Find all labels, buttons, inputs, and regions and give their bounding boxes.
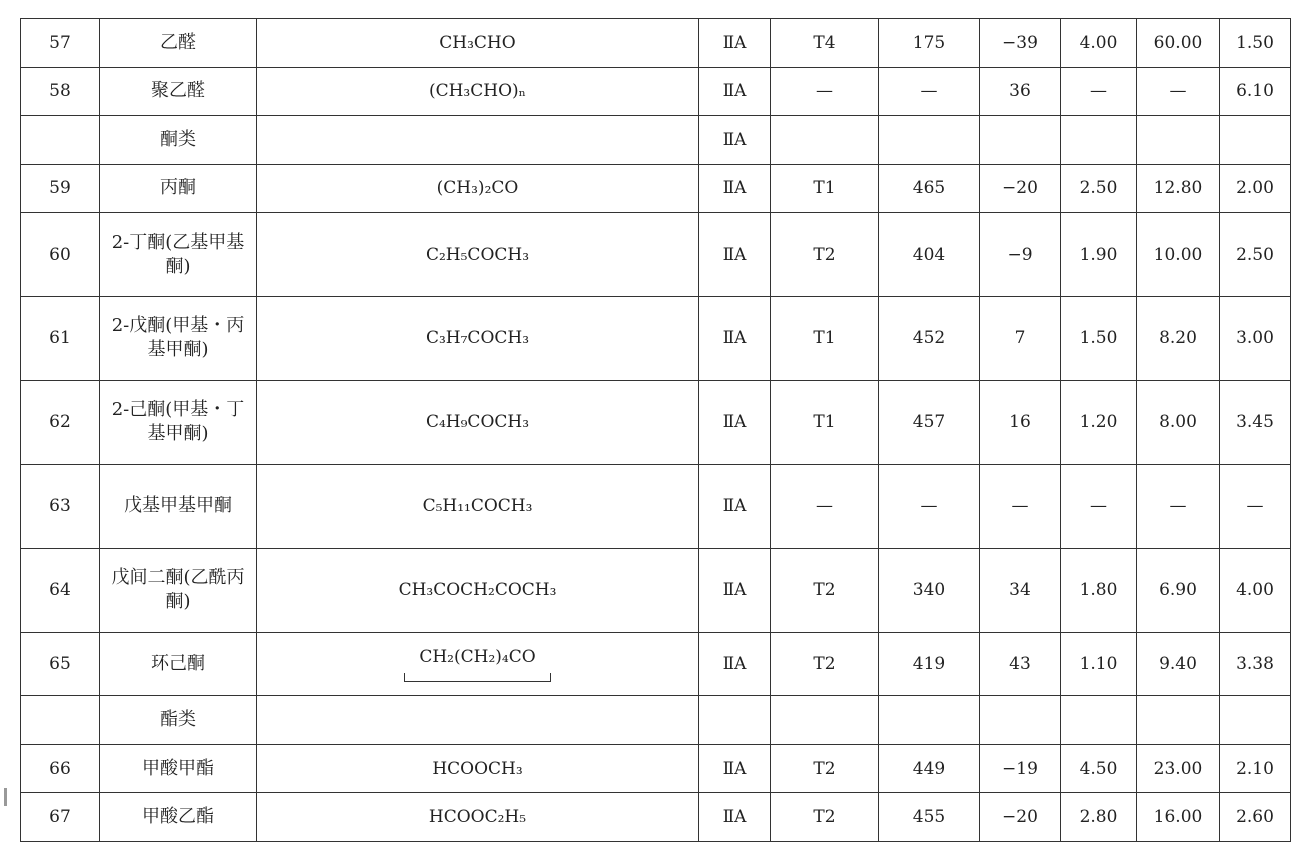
class-cell: ⅡA — [699, 164, 771, 213]
ignition-temp-cell — [879, 116, 980, 165]
upper-limit-cell: — — [1137, 464, 1220, 548]
table-row — [21, 380, 1291, 464]
flash-point-cell: −39 — [980, 19, 1061, 68]
substance-name-cell: 2-己酮(甲基・丁基甲酮) — [100, 380, 257, 464]
vapor-density-cell: — — [1220, 464, 1291, 548]
table-row — [21, 116, 1291, 165]
ignition-temp-cell: 449 — [879, 744, 980, 793]
lower-limit-cell — [1061, 696, 1137, 745]
formula-cell: (CH₃CHO)ₙ — [257, 67, 699, 116]
flash-point-cell: −20 — [980, 793, 1061, 842]
upper-limit-cell: 8.20 — [1137, 296, 1220, 380]
vapor-density-cell: 4.00 — [1220, 548, 1291, 632]
row-number-cell: 61 — [21, 296, 100, 380]
temperature-group-cell: T2 — [771, 632, 879, 696]
vapor-density-cell: 3.00 — [1220, 296, 1291, 380]
formula-cell: CH₃CHO — [257, 19, 699, 68]
table-row — [21, 296, 1291, 380]
lower-limit-cell: 2.50 — [1061, 164, 1137, 213]
vapor-density-cell — [1220, 696, 1291, 745]
lower-limit-cell: 1.20 — [1061, 380, 1137, 464]
formula-cell: (CH₃)₂CO — [257, 164, 699, 213]
table-row — [21, 632, 1291, 696]
temperature-group-cell: T1 — [771, 164, 879, 213]
flash-point-cell: −19 — [980, 744, 1061, 793]
upper-limit-cell: 8.00 — [1137, 380, 1220, 464]
lower-limit-cell: 1.10 — [1061, 632, 1137, 696]
table-row — [21, 67, 1291, 116]
ignition-temp-cell: 455 — [879, 793, 980, 842]
ignition-temp-cell: 457 — [879, 380, 980, 464]
formula-cell: C₂H₅COCH₃ — [257, 213, 699, 297]
ignition-temp-cell: 175 — [879, 19, 980, 68]
substance-name-cell: 2-丁酮(乙基甲基酮) — [100, 213, 257, 297]
formula-cell: CH₃COCH₂COCH₃ — [257, 548, 699, 632]
upper-limit-cell: 16.00 — [1137, 793, 1220, 842]
temperature-group-cell: T2 — [771, 744, 879, 793]
class-cell: ⅡA — [699, 380, 771, 464]
substance-name-cell: 环己酮 — [100, 632, 257, 696]
ring-bracket — [404, 673, 551, 682]
ignition-temp-cell: 465 — [879, 164, 980, 213]
lower-limit-cell: 4.00 — [1061, 19, 1137, 68]
flash-point-cell — [980, 116, 1061, 165]
temperature-group-cell — [771, 116, 879, 165]
vapor-density-cell: 2.50 — [1220, 213, 1291, 297]
substance-name-cell: 酮类 — [100, 116, 257, 165]
flash-point-cell: −20 — [980, 164, 1061, 213]
temperature-group-cell: T2 — [771, 213, 879, 297]
substance-name-cell: 乙醛 — [100, 19, 257, 68]
row-number-cell: 64 — [21, 548, 100, 632]
row-number-cell: 59 — [21, 164, 100, 213]
margin-mark — [4, 788, 7, 806]
vapor-density-cell — [1220, 116, 1291, 165]
formula-text: CH₂(CH₂)₄CO — [419, 647, 536, 668]
formula-cell — [257, 632, 699, 696]
class-cell: ⅡA — [699, 744, 771, 793]
ignition-temp-cell — [879, 696, 980, 745]
lower-limit-cell: 2.80 — [1061, 793, 1137, 842]
row-number-cell — [21, 116, 100, 165]
vapor-density-cell: 1.50 — [1220, 19, 1291, 68]
row-number-cell: 66 — [21, 744, 100, 793]
formula-cell: C₅H₁₁COCH₃ — [257, 464, 699, 548]
table-row — [21, 19, 1291, 68]
row-number-cell: 58 — [21, 67, 100, 116]
table-row — [21, 548, 1291, 632]
temperature-group-cell: — — [771, 464, 879, 548]
flash-point-cell: 34 — [980, 548, 1061, 632]
upper-limit-cell: 23.00 — [1137, 744, 1220, 793]
ignition-temp-cell: 452 — [879, 296, 980, 380]
temperature-group-cell: T1 — [771, 380, 879, 464]
flash-point-cell: 43 — [980, 632, 1061, 696]
lower-limit-cell: 4.50 — [1061, 744, 1137, 793]
vapor-density-cell: 2.60 — [1220, 793, 1291, 842]
substance-name-cell: 2-戊酮(甲基・丙基甲酮) — [100, 296, 257, 380]
class-cell: ⅡA — [699, 19, 771, 68]
chemical-property-table — [20, 18, 1291, 842]
upper-limit-cell: 12.80 — [1137, 164, 1220, 213]
vapor-density-cell: 3.38 — [1220, 632, 1291, 696]
substance-name-cell: 聚乙醛 — [100, 67, 257, 116]
temperature-group-cell: T2 — [771, 548, 879, 632]
class-cell: ⅡA — [699, 548, 771, 632]
formula-cell: HCOOC₂H₅ — [257, 793, 699, 842]
temperature-group-cell: — — [771, 67, 879, 116]
class-cell: ⅡA — [699, 296, 771, 380]
ring-formula — [404, 645, 551, 682]
table-row — [21, 164, 1291, 213]
temperature-group-cell: T2 — [771, 793, 879, 842]
class-cell: ⅡA — [699, 213, 771, 297]
lower-limit-cell: 1.90 — [1061, 213, 1137, 297]
flash-point-cell: 16 — [980, 380, 1061, 464]
lower-limit-cell: — — [1061, 464, 1137, 548]
substance-name-cell: 戊基甲基甲酮 — [100, 464, 257, 548]
row-number-cell: 67 — [21, 793, 100, 842]
upper-limit-cell: 6.90 — [1137, 548, 1220, 632]
substance-name-cell: 甲酸乙酯 — [100, 793, 257, 842]
class-cell: ⅡA — [699, 464, 771, 548]
formula-cell — [257, 696, 699, 745]
temperature-group-cell: T4 — [771, 19, 879, 68]
class-cell: ⅡA — [699, 116, 771, 165]
formula-cell: C₄H₉COCH₃ — [257, 380, 699, 464]
vapor-density-cell: 3.45 — [1220, 380, 1291, 464]
class-cell — [699, 696, 771, 745]
substance-name-cell: 戊间二酮(乙酰丙酮) — [100, 548, 257, 632]
row-number-cell — [21, 696, 100, 745]
table-row — [21, 464, 1291, 548]
flash-point-cell — [980, 696, 1061, 745]
ignition-temp-cell: — — [879, 464, 980, 548]
formula-cell: HCOOCH₃ — [257, 744, 699, 793]
lower-limit-cell: 1.80 — [1061, 548, 1137, 632]
substance-name-cell: 甲酸甲酯 — [100, 744, 257, 793]
ignition-temp-cell: 404 — [879, 213, 980, 297]
row-number-cell: 60 — [21, 213, 100, 297]
lower-limit-cell: 1.50 — [1061, 296, 1137, 380]
row-number-cell: 63 — [21, 464, 100, 548]
table-row — [21, 744, 1291, 793]
row-number-cell: 62 — [21, 380, 100, 464]
temperature-group-cell — [771, 696, 879, 745]
vapor-density-cell: 6.10 — [1220, 67, 1291, 116]
temperature-group-cell: T1 — [771, 296, 879, 380]
upper-limit-cell: 9.40 — [1137, 632, 1220, 696]
upper-limit-cell: 10.00 — [1137, 213, 1220, 297]
substance-name-cell: 酯类 — [100, 696, 257, 745]
ignition-temp-cell: 340 — [879, 548, 980, 632]
flash-point-cell: −9 — [980, 213, 1061, 297]
vapor-density-cell: 2.10 — [1220, 744, 1291, 793]
flash-point-cell: 7 — [980, 296, 1061, 380]
row-number-cell: 65 — [21, 632, 100, 696]
upper-limit-cell — [1137, 116, 1220, 165]
upper-limit-cell: — — [1137, 67, 1220, 116]
table-row — [21, 213, 1291, 297]
table-row — [21, 696, 1291, 745]
lower-limit-cell: — — [1061, 67, 1137, 116]
class-cell: ⅡA — [699, 632, 771, 696]
vapor-density-cell: 2.00 — [1220, 164, 1291, 213]
row-number-cell: 57 — [21, 19, 100, 68]
upper-limit-cell: 60.00 — [1137, 19, 1220, 68]
substance-name-cell: 丙酮 — [100, 164, 257, 213]
flash-point-cell: 36 — [980, 67, 1061, 116]
ignition-temp-cell: — — [879, 67, 980, 116]
formula-cell — [257, 116, 699, 165]
flash-point-cell: — — [980, 464, 1061, 548]
class-cell: ⅡA — [699, 67, 771, 116]
ignition-temp-cell: 419 — [879, 632, 980, 696]
class-cell: ⅡA — [699, 793, 771, 842]
formula-cell: C₃H₇COCH₃ — [257, 296, 699, 380]
property-table-page — [20, 18, 1290, 842]
lower-limit-cell — [1061, 116, 1137, 165]
upper-limit-cell — [1137, 696, 1220, 745]
table-row — [21, 793, 1291, 842]
